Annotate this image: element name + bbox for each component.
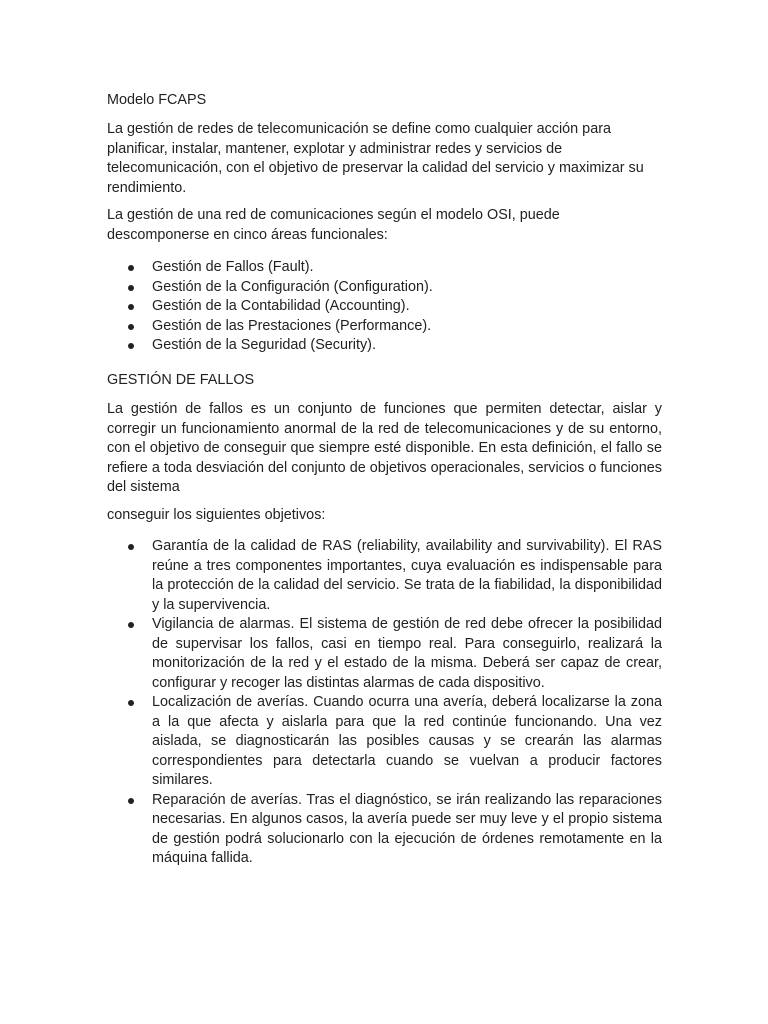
list-item: Gestión de la Configuración (Configuration). xyxy=(107,278,662,298)
intro-paragraph-1: La gestión de redes de telecomunicación se define como cualquier acción para planificar, instalar, mantener, explotar y administrar redes y servicios de telecomunicación, con el objetivo de preservar la calidad del servicio y maximizar su rendimiento. xyxy=(107,121,644,196)
list-item: Garantía de la calidad de RAS (reliability, availability and survivability). El RAS reúne a tres componentes importantes, cuya evaluación es indispensable para la protección de la calidad del servicio. Se trata de la fiabilidad, la disponibilidad y la supervivencia. xyxy=(107,537,662,615)
document-title: Modelo FCAPS xyxy=(107,92,207,108)
list-item: Gestión de la Contabilidad (Accounting). xyxy=(107,297,662,317)
list-item: Localización de averías. Cuando ocurra una avería, deberá localizarse la zona a la que afecta y aislarla para que la red continúe funcionando. Una vez aislada, se diagnosticarán las posibles causas y se crearán las alarmas correspondientes para detectarla cuando se vuelvan a producir factores similares. xyxy=(107,693,662,791)
section-heading: GESTIÓN DE FALLOS xyxy=(107,372,255,388)
objetivos-list xyxy=(107,537,662,869)
bullet-icon xyxy=(128,285,134,291)
areas-list xyxy=(107,258,662,356)
list-item: Reparación de averías. Tras el diagnóstico, se irán realizando las reparaciones necesarias. En algunos casos, la avería puede ser muy leve y el propio sistema de gestión podrá solucionarlo con la ejecución de órdenes remotamente en la máquina fallida. xyxy=(107,791,662,869)
bullet-icon xyxy=(128,324,134,330)
bullet-icon xyxy=(128,304,134,310)
list-item: Gestión de la Seguridad (Security). xyxy=(107,336,662,356)
intro-paragraph-2: La gestión de una red de comunicaciones según el modelo OSI, puede descomponerse en cinco áreas funcionales: xyxy=(107,207,560,243)
bullet-icon xyxy=(128,544,134,550)
fallos-paragraph: La gestión de fallos es un conjunto de funciones que permiten detectar, aislar y corregir un funcionamiento anormal de la red de telecomunicaciones y de su entorno, con el objetivo de conseguir que siempre esté disponible. En esta definición, el fallo se refiere a toda desviación del conjunto de objetivos operacionales, servicios o funciones del sistema xyxy=(107,401,662,495)
bullet-icon xyxy=(128,343,134,349)
list-item: Gestión de Fallos (Fault). xyxy=(107,258,662,278)
bullet-icon xyxy=(128,622,134,628)
bullet-icon xyxy=(128,798,134,804)
objetivos-intro: conseguir los siguientes objetivos: xyxy=(107,507,326,523)
list-item: Vigilancia de alarmas. El sistema de gestión de red debe ofrecer la posibilidad de supervisar los fallos, casi en tiempo real. Para conseguirlo, realizará la monitorización de la red y el estado de la misma. Deberá ser capaz de crear, configurar y recoger las distintas alarmas de cada dispositivo. xyxy=(107,615,662,693)
list-item: Gestión de las Prestaciones (Performance). xyxy=(107,317,662,337)
bullet-icon xyxy=(128,700,134,706)
bullet-icon xyxy=(128,265,134,271)
